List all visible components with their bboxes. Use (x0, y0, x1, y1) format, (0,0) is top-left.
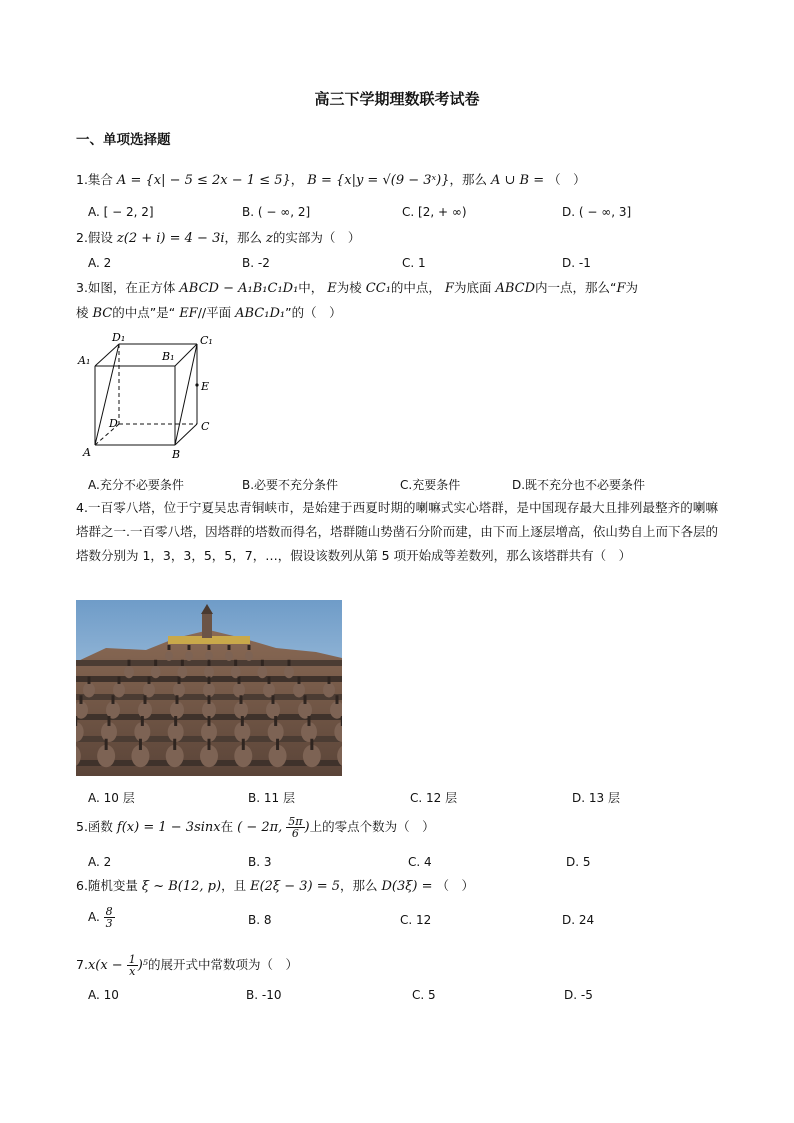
q7-expr-a: x(x − (87, 958, 123, 973)
top-pagoda (202, 614, 212, 638)
q3-cube: ABCD − A₁B₁C₁D₁ (179, 281, 299, 296)
pagoda-body (113, 683, 125, 698)
q6-option-c[interactable]: C. 12 (400, 913, 432, 927)
q6-tail: ，那么 (340, 878, 378, 893)
q1-set-a: A = {x| − 5 ≤ 2x − 1 ≤ 5} (116, 173, 291, 188)
q6-prefix: 6.随机变量 (76, 878, 138, 893)
cube-edge (175, 344, 197, 366)
pagoda-spire (268, 677, 271, 685)
pagoda-photo (76, 600, 342, 776)
q7-fraction (127, 954, 138, 977)
q2-option-d[interactable]: D. -1 (562, 256, 591, 270)
q5-frac-num: 5π (288, 815, 303, 828)
q5-option-b[interactable]: B. 3 (248, 855, 272, 869)
question-1 (76, 172, 586, 189)
q7-option-b[interactable]: B. -10 (246, 988, 282, 1002)
pagoda-body (83, 683, 95, 698)
pagoda-spire (178, 677, 181, 685)
label-a: A (83, 446, 91, 459)
q6-mid: ，且 (221, 878, 247, 893)
q1-option-d[interactable]: D. ( − ∞, 3] (562, 205, 632, 219)
pagoda-spire (144, 695, 147, 704)
q4-option-b[interactable]: B. 11 层 (248, 791, 295, 805)
pagoda-spire (276, 739, 279, 750)
q3-text: 的中点， (390, 280, 441, 295)
pagoda-spire (154, 660, 157, 666)
pagoda-spire (118, 677, 121, 685)
label-a1: A₁ (78, 354, 91, 367)
label-e: E (201, 380, 210, 393)
q5-option-a[interactable]: A. 2 (88, 855, 112, 869)
q7-tail: 的展开式中常数项为（ ） (147, 957, 298, 972)
pagoda-body (284, 666, 294, 679)
pagoda-spire (241, 716, 244, 726)
pagoda-spire (242, 739, 245, 750)
diagonal-bc1 (175, 344, 197, 445)
pagoda-spire (240, 695, 243, 704)
q3-segment-ef: EF (179, 306, 198, 321)
pagoda-spire (208, 695, 211, 704)
q7-option-d[interactable]: D. -5 (564, 988, 593, 1002)
q6-option-a[interactable] (88, 906, 115, 929)
pagoda-spire (141, 716, 144, 726)
pagoda-spire (208, 739, 211, 750)
label-c1: C₁ (200, 334, 213, 347)
question-3-line-1 (76, 280, 638, 297)
q1-expr: A ∪ B = (490, 173, 545, 188)
pagoda-spire (234, 660, 237, 666)
q3-text: 内一点，那么“ (535, 280, 617, 295)
question-7 (76, 954, 298, 977)
q1-sep: ， (290, 172, 304, 187)
pagoda-spire (298, 677, 301, 685)
pagoda-body (233, 683, 245, 698)
q5-option-d[interactable]: D. 5 (566, 855, 591, 869)
q6-option-b[interactable]: B. 8 (248, 913, 272, 927)
q3-text: ”的（ ） (285, 305, 342, 320)
q7-frac-den: x (129, 965, 136, 978)
label-b: B (172, 448, 181, 461)
q6-option-a-label: A. (88, 910, 100, 924)
q3-text: 为 (625, 280, 639, 295)
q3-segment-bc: BC (92, 306, 113, 321)
q1-option-a[interactable]: A. [ − 2, 2] (88, 205, 154, 219)
q1-paren: （ ） (548, 172, 586, 187)
q5-prefix: 5.函数 (76, 819, 113, 834)
q3-text: //平面 (197, 305, 232, 320)
pagoda-spire (168, 645, 171, 650)
pagoda-body (185, 651, 193, 661)
pagoda-body (231, 666, 241, 679)
pagoda-spire (174, 716, 177, 726)
pagoda-body (293, 683, 305, 698)
question-4: 4.一百零八塔，位于宁夏吴忠青铜峡市，是始建于西夏时期的喇嘛式实心塔群，是中国现存最大且排列最整齐的喇嘛塔群之一.一百零八塔，因塔群的塔数而得名，塔群随山势凿石分阶而建，由下而上逐层增高，依山势自上而下各层的塔数分别为 1，3，3，5，5，7，…，假设该数列从第 5 项开始成等差数列，那么该塔群共有（ ） (76, 500, 718, 563)
pagoda-body (173, 683, 185, 698)
pagoda-body (204, 666, 214, 679)
page-title: 高三下学期理数联考试卷 (314, 90, 480, 108)
pagoda-spire (105, 739, 108, 750)
pagoda-body (151, 666, 161, 679)
label-c: C (201, 420, 210, 433)
q6-option-a-fraction (104, 906, 115, 929)
q5-frac-den: 6 (291, 827, 299, 840)
q2-option-b[interactable]: B. -2 (242, 256, 270, 270)
question-3-line-2 (76, 305, 342, 322)
q2-mid: ，那么 (224, 230, 263, 245)
pagoda-spire (208, 645, 211, 650)
q5-option-c[interactable]: C. 4 (408, 855, 432, 869)
q5-interval-left: ( − 2π, (237, 820, 283, 835)
q1-option-c[interactable]: C. [2, + ∞) (402, 205, 467, 219)
pagoda-spire (80, 695, 83, 704)
pagoda-spire (336, 695, 339, 704)
pagoda-body (245, 651, 253, 661)
q4-option-d[interactable]: D. 13 层 (572, 791, 620, 805)
q3-plane: ABC₁D₁ (235, 306, 286, 321)
q3-edge: CC₁ (365, 281, 391, 296)
pagoda-spire (261, 660, 264, 666)
q6-option-d[interactable]: D. 24 (562, 913, 595, 927)
q1-set-b: B = {x|y = √(9 − 3ˣ)} (307, 173, 450, 188)
pagoda-spire (128, 660, 131, 666)
q6-ask: D(3ξ) = (381, 879, 433, 894)
pagoda-spire (208, 660, 211, 666)
q2-tail: 的实部为（ ） (272, 230, 361, 245)
cube-figure (76, 330, 226, 465)
q7-expr-b: )⁵ (137, 958, 148, 973)
pagoda-body (257, 666, 267, 679)
q5-tail: 上的零点个数为（ ） (309, 819, 435, 834)
question-5 (76, 816, 435, 839)
q7-prefix: 7. (76, 957, 88, 972)
pagoda-spire (176, 695, 179, 704)
pagoda-spire (304, 695, 307, 704)
q5-expr: f(x) = 1 − 3sinx (116, 820, 221, 835)
q3-text: 棱 (76, 305, 89, 320)
cube-edge (95, 344, 119, 366)
q2-expr: z(2 + i) = 4 − 3i (116, 231, 225, 246)
q6-dist: ξ ~ B(12, p) (141, 879, 222, 894)
pagoda-body (323, 683, 335, 698)
q3-option-a[interactable]: A.充分不必要条件 (88, 478, 184, 492)
pagoda-spire (76, 716, 77, 726)
q3-option-b[interactable]: B.必要不充分条件 (242, 478, 339, 492)
pagoda-spire (228, 645, 231, 650)
q3-text: 的中点”是“ (112, 305, 176, 320)
pagoda-spire (341, 716, 342, 726)
pagoda-spire (112, 695, 115, 704)
q3-text: 为底面 (453, 280, 492, 295)
pagoda-spire (208, 677, 211, 685)
q1-option-b[interactable]: B. ( − ∞, 2] (242, 205, 311, 219)
q5-interval-right: ) (304, 820, 310, 835)
pagoda-spire (188, 645, 191, 650)
q3-base: ABCD (495, 281, 535, 296)
q6-cond: E(2ξ − 3) = 5 (250, 879, 340, 894)
q7-frac-num: 1 (128, 953, 136, 966)
q3-option-d[interactable]: D.既不充分也不必要条件 (512, 478, 646, 492)
pagoda-body (177, 666, 187, 679)
pagoda-spire (88, 677, 91, 685)
q3-option-c[interactable]: C.充要条件 (400, 478, 461, 492)
q1-tail: ，那么 (449, 172, 487, 187)
pagoda-body (205, 651, 213, 661)
pagoda-spire (108, 716, 111, 726)
pagoda-spire (288, 660, 291, 666)
q3-text: 3.如图，在正方体 (76, 280, 176, 295)
q7-option-c[interactable]: C. 5 (412, 988, 436, 1002)
q6-frac-den: 3 (105, 917, 113, 930)
pagoda-spire (328, 677, 331, 685)
pagoda-body (165, 651, 173, 661)
pagoda-spire (274, 716, 277, 726)
q3-text: 为棱 (336, 280, 362, 295)
question-2 (76, 230, 360, 247)
section-heading: 一、单项选择题 (76, 132, 171, 148)
pagoda-spire (139, 739, 142, 750)
q2-prefix: 2.假设 (76, 230, 113, 245)
label-d1: D₁ (112, 331, 126, 344)
label-d: D (109, 417, 118, 430)
pagoda-spire (148, 677, 151, 685)
q5-mid: 在 (220, 819, 234, 834)
label-b1: B₁ (162, 350, 175, 363)
q4-option-a[interactable]: A. 10 层 (88, 791, 135, 805)
question-6 (76, 878, 474, 895)
pagoda-spire (248, 645, 251, 650)
pagoda-spire (238, 677, 241, 685)
cube-edge (175, 424, 197, 445)
pagoda-body (225, 651, 233, 661)
q1-prefix: 1.集合 (76, 172, 113, 187)
q2-var: z (266, 231, 273, 246)
pagoda-spire (181, 660, 184, 666)
q3-point-e: E (327, 281, 337, 296)
q5-fraction (286, 816, 304, 839)
q3-point-f: F (444, 281, 454, 296)
pagoda-spire (208, 716, 211, 726)
q2-option-a[interactable]: A. 2 (88, 256, 112, 270)
q4-option-c[interactable]: C. 12 层 (410, 791, 458, 805)
pagoda-spire (308, 716, 311, 726)
point-e-dot (195, 383, 198, 386)
q6-paren: （ ） (436, 878, 475, 893)
q3-point-f: F (616, 281, 626, 296)
pagoda-spire (173, 739, 176, 750)
pagoda-spire (272, 695, 275, 704)
pagoda-spire (310, 739, 313, 750)
q7-option-a[interactable]: A. 10 (88, 988, 119, 1002)
q6-frac-num: 8 (105, 905, 113, 918)
q3-text: 中， (298, 280, 324, 295)
q2-option-c[interactable]: C. 1 (402, 256, 426, 270)
pagoda-body (124, 666, 134, 679)
